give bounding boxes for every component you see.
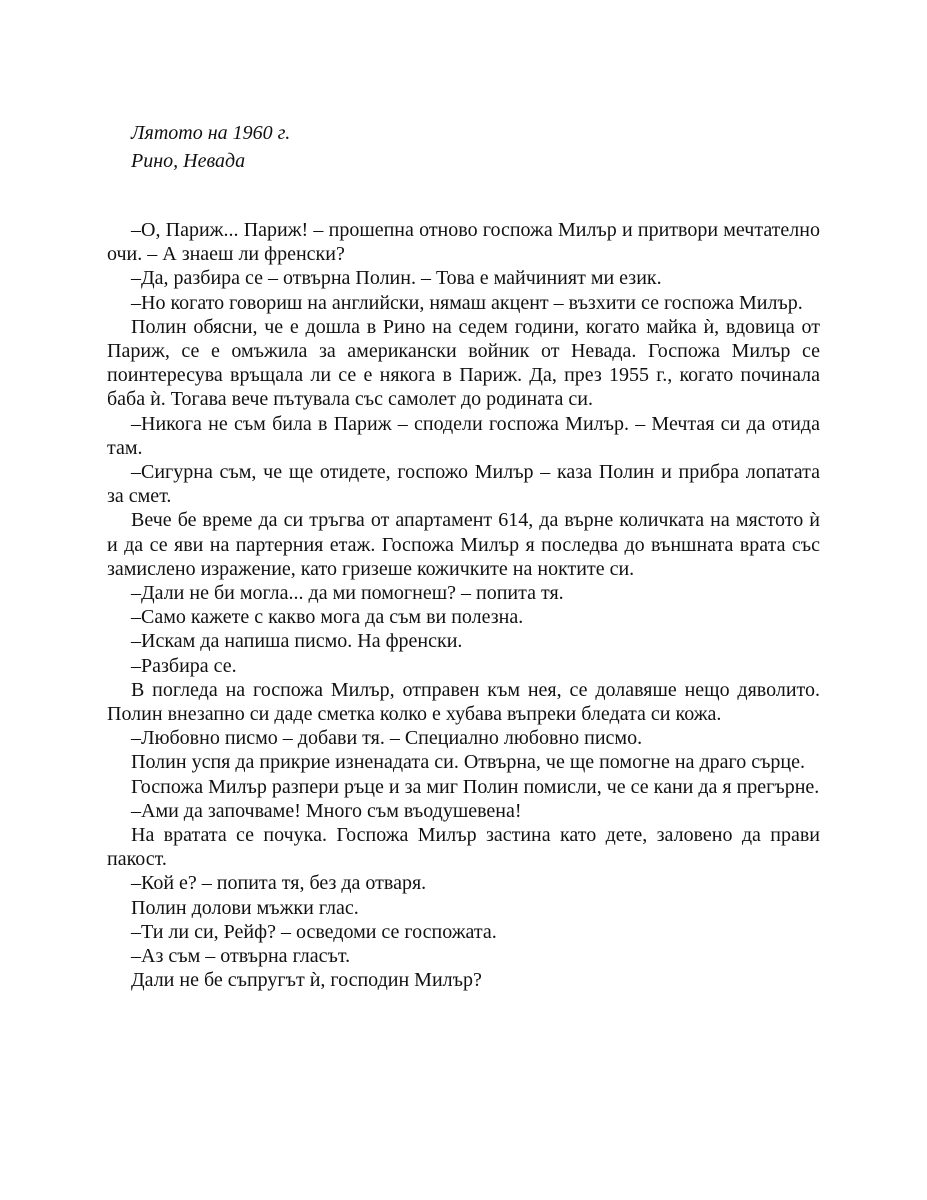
paragraph: –Аз съм – отвърна гласът.	[131, 945, 351, 968]
paragraph: Дали не бе съпругът ѝ, господин Милър?	[131, 969, 482, 992]
chapter-header	[131, 119, 290, 175]
place-line: Рино, Невада	[131, 150, 246, 172]
date-line: Лятото на 1960 г.	[131, 122, 291, 144]
paragraph: –Любовно писмо – добави тя. – Специално любовно писмо.	[131, 727, 643, 750]
body-text	[107, 218, 820, 993]
paragraph: Полин долови мъжки глас.	[131, 896, 359, 919]
paragraph: –Дали не би могла... да ми помогнеш? – попита тя.	[131, 582, 564, 605]
paragraph: –О, Париж... Париж! – прошепна отново госпожа Милър и притвори мечтателно очи. – А знаеш ли френски?	[107, 219, 820, 266]
paragraph: –Никога не съм била в Париж – сподели госпожа Милър. – Мечтая си да отида там.	[107, 412, 820, 459]
paragraph: –Да, разбира се – отвърна Полин. – Това е майчиният ми език.	[131, 267, 662, 290]
paragraph: –Искам да напиша писмо. На френски.	[131, 630, 463, 653]
paragraph: Вече бе време да си тръгва от апартамент 614, да върне количката на мястото ѝ и да се яви на партерния етаж. Госпожа Милър я последва до външната врата със замислено изражение, като гризеше кожичките на ноктите си.	[107, 509, 820, 580]
paragraph: –Сигурна съм, че ще отидете, госпожо Милър – каза Полин и прибра лопатата за смет.	[107, 461, 820, 508]
paragraph: В погледа на госпожа Милър, отправен към нея, се долавяше нещо дяволито. Полин внезапно си даде сметка колко е хубава въпреки бледата си кожа.	[107, 678, 820, 726]
paragraph: Госпожа Милър разпери ръце и за миг Полин помисли, че се кани да я прегърне.	[131, 775, 820, 798]
paragraph: На вратата се почука. Госпожа Милър застина като дете, заловено да прави пакост.	[107, 824, 820, 871]
paragraph: –Само кажете с какво мога да съм ви полезна.	[131, 606, 524, 629]
paragraph: –Ти ли си, Рейф? – осведоми се госпожата.	[131, 920, 497, 943]
paragraph: –Ами да започваме! Много съм въодушевена!	[131, 799, 522, 822]
paragraph: –Разбира се.	[131, 654, 237, 677]
paragraph: –Кой е? – попита тя, без да отваря.	[131, 872, 427, 895]
paragraph: –Но когато говориш на английски, нямаш акцент – възхити се госпожа Милър.	[131, 291, 803, 314]
paragraph: Полин обясни, че е дошла в Рино на седем години, когато майка ѝ, вдовица от Париж, се е омъжила за американски войник от Невада. Госпожа Милър се поинтересува връщала ли се е някога в Париж. Да, през 1955 г., когато починала баба ѝ. Тогава вече пътувала със самолет до родината си.	[107, 315, 820, 411]
paragraph: Полин успя да прикрие изненадата си. Отвърна, че ще помогне на драго сърце.	[131, 751, 806, 774]
